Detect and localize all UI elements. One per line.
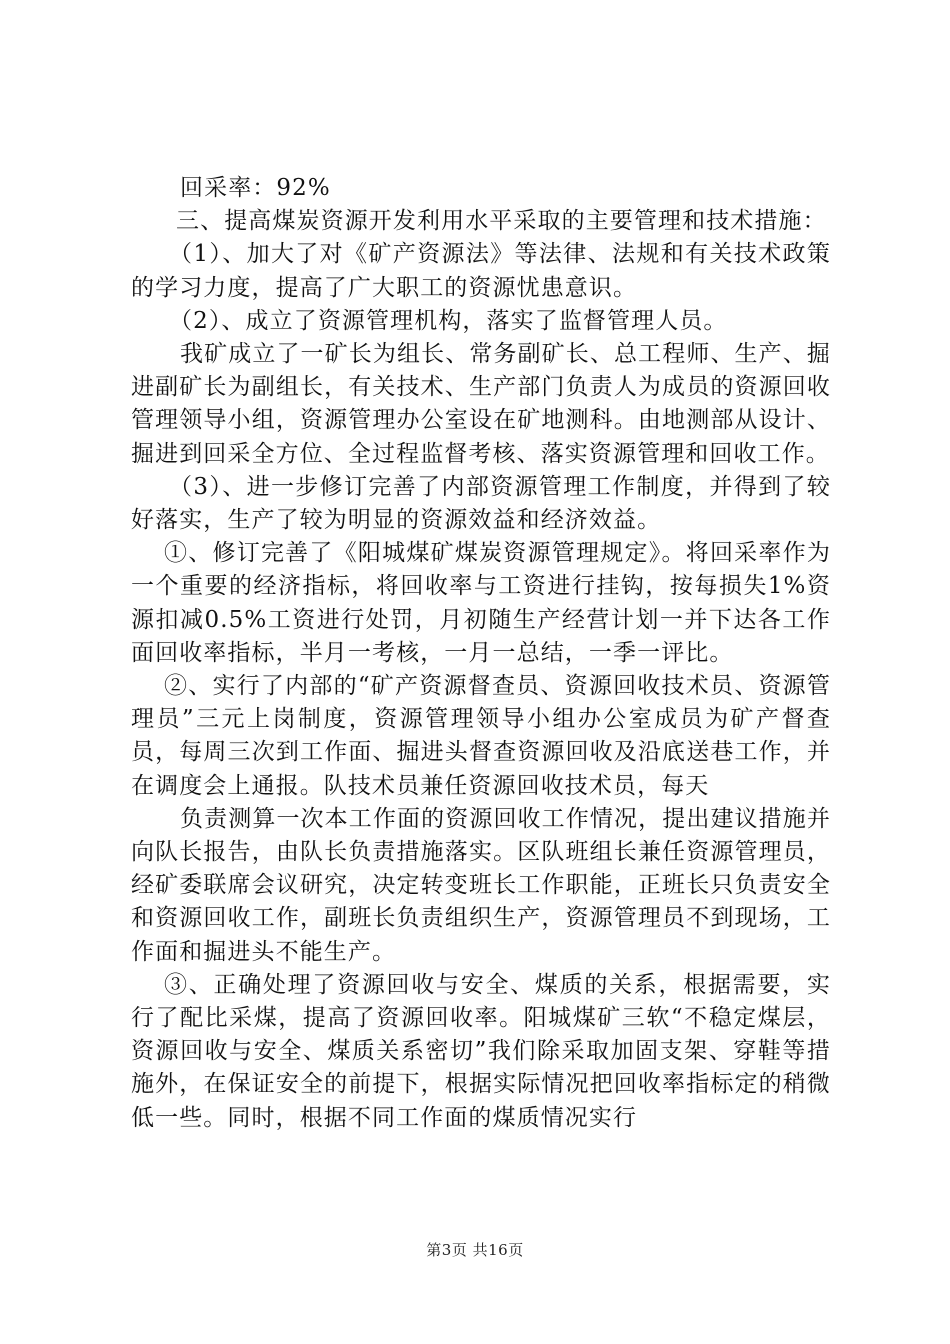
responsibility-paragraph: 负责测算一次本工作面的资源回收工作情况，提出建议措施并向队长报告，由队长负责措施落实。区队班组长兼任资源管理员，经矿委联席会议研究，决定转变班长工作职能，正班长只负责安全和资源回收工作，副班长负责组织生产，资源管理员不到现场，工作面和掘进头不能生产。	[131, 805, 831, 965]
measure-1-paragraph: （1）、加大了对《矿产资源法》等法律、法规和有关技术政策的学习力度，提高了广大职工的资源忧患意识。	[131, 241, 831, 301]
page-number-footer: 第3页 共16页	[426, 1241, 524, 1259]
measure-3-paragraph: （3）、进一步修订完善了内部资源管理工作制度，并得到了较好落实，生产了较为明显的资源效益和经济效益。	[131, 473, 831, 534]
recovery-rate-line: 回采率：92%	[180, 175, 331, 201]
item-3-paragraph: ③、正确处理了资源回收与安全、煤质的关系，根据需要，实行了配比采煤，提高了资源回收率。阳城煤矿三软“不稳定煤层，资源回收与安全、煤质关系密切”我们除采取加固支架、穿鞋等措施外，在保证安全的前提下，根据实际情况把回收率指标定的稍微低一些。同时，根据不同工作面的煤质情况实行	[131, 971, 831, 1131]
document-body	[131, 172, 831, 1135]
item-1-paragraph: ①、修订完善了《阳城煤矿煤炭资源管理规定》。将回采率作为一个重要的经济指标，将回收率与工资进行挂钩，按每损失1%资源扣减0.5%工资进行处罚，月初随生产经营计划一并下达各工作面回收率指标，半月一考核，一月一总结，一季一评比。	[131, 540, 831, 666]
measure-2-paragraph: （2）、成立了资源管理机构，落实了监督管理人员。	[169, 307, 728, 334]
management-organization-paragraph: 我矿成立了一矿长为组长、常务副矿长、总工程师、生产、掘进副矿长为副组长，有关技术、生产部门负责人为成员的资源回收管理领导小组，资源管理办公室设在矿地测科。由地测部从设计、掘进到回采全方位、全过程监督考核、落实资源管理和回收工作。	[131, 341, 831, 467]
section-three-heading: 三、提高煤炭资源开发利用水平采取的主要管理和技术措施：	[176, 208, 827, 235]
item-2-paragraph: ②、实行了内部的“矿产资源督查员、资源回收技术员、资源管理员”三元上岗制度，资源管理领导小组办公室成员为矿产督查员，每周三次到工作面、掘进头督查资源回收及沿底送巷工作，并在调度会上通报。队技术员兼任资源回收技术员，每天	[131, 673, 831, 799]
